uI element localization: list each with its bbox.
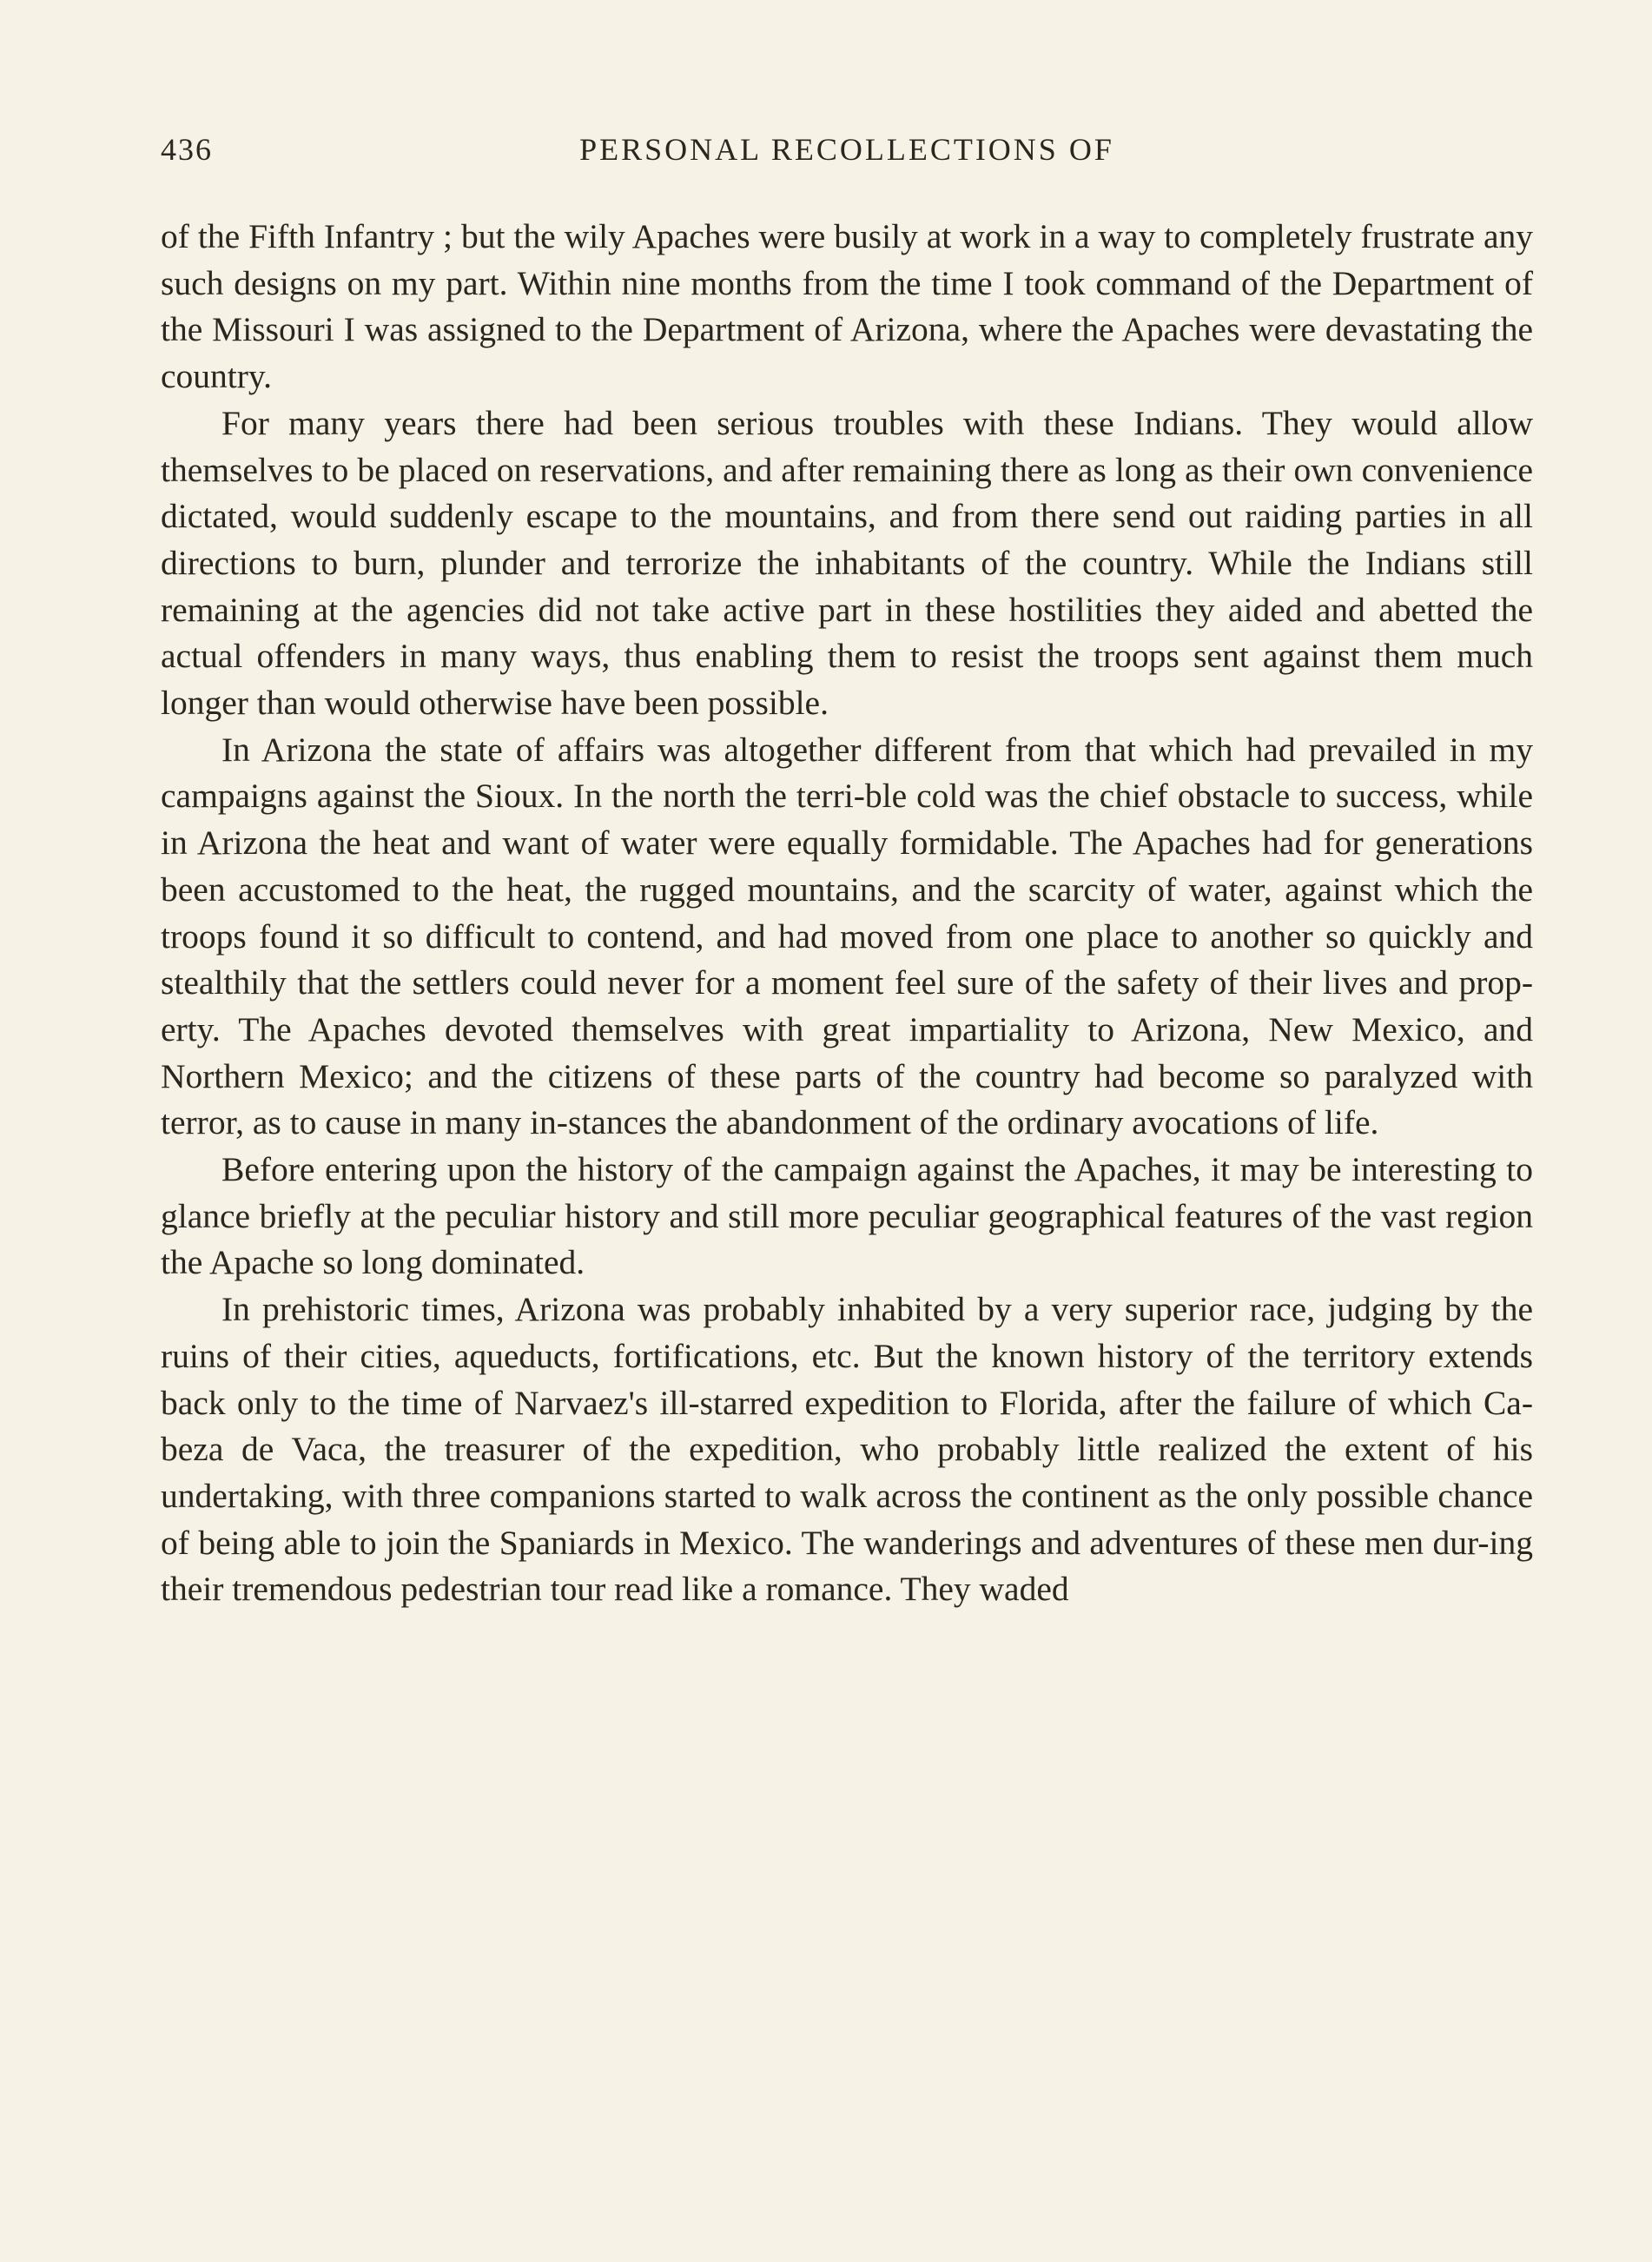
running-title: PERSONAL RECOLLECTIONS OF: [579, 132, 1114, 167]
page-number: 436: [161, 132, 213, 167]
paragraph-5: In prehistoric times, Arizona was probably inhabited by a very superior race, judging by the ruins of their cities, aqueducts, fortifications, etc. But the known history of the territory extends back only to the time of Narvaez's ill-starred expedition to Florida, after the failure of which Ca-beza de Vaca, the treasurer of the expedition, who probably little realized the extent of his undertaking, with three companions started to walk across the continent as the only possible chance of being able to join the Spaniards in Mexico. The wanderings and adventures of these men dur-ing their tremendous pedestrian tour read like a romance. They waded: [161, 1290, 1533, 1609]
paragraph-2: For many years there had been serious troubles with these Indians. They would allow themselves to be placed on reservations, and after remaining there as long as their own convenience dictated, would suddenly escape to the mountains, and from there send out raiding parties in all directions to burn, plunder and terrorize the inhabitants of the country. While the Indians still remaining at the agencies did not take active part in these hostilities they aided and abetted the actual offenders in many ways, thus enabling them to resist the troops sent against them much longer than would otherwise have been possible.: [161, 403, 1533, 723]
paragraph-3: In Arizona the state of affairs was altogether different from that which had prevailed in my campaigns against the Sioux. In the north the terri-ble cold was the chief obstacle to success, while in Arizona the heat and want of water were equally formidable. The Apaches had for generations been accustomed to the heat, the rugged mountains, and the scarcity of water, against which the troops found it so difficult to contend, and had moved from one place to another so quickly and stealthily that the settlers could never for a moment feel sure of the safety of their lives and prop-erty. The Apaches devoted themselves with great impartiality to Arizona, New Mexico, and Northern Mexico; and the citizens of these parts of the country had become so paralyzed with terror, as to cause in many in-stances the abandonment of the ordinary avocations of life.: [161, 730, 1533, 1142]
body-text: [161, 214, 1533, 1613]
paragraph-4: Before entering upon the history of the campaign against the Apaches, it may be interesting to glance briefly at the peculiar history and still more peculiar geographical features of the vast region the Apache so long dominated.: [161, 1150, 1533, 1282]
running-head: [161, 129, 1533, 170]
paragraph-1: of the Fifth Infantry ; but the wily Apaches were busily at work in a way to completely frustrate any such designs on my part. Within nine months from the time I took command of the Department of the Missouri I was assigned to the Department of Arizona, where the Apaches were devastating the country.: [161, 217, 1533, 396]
